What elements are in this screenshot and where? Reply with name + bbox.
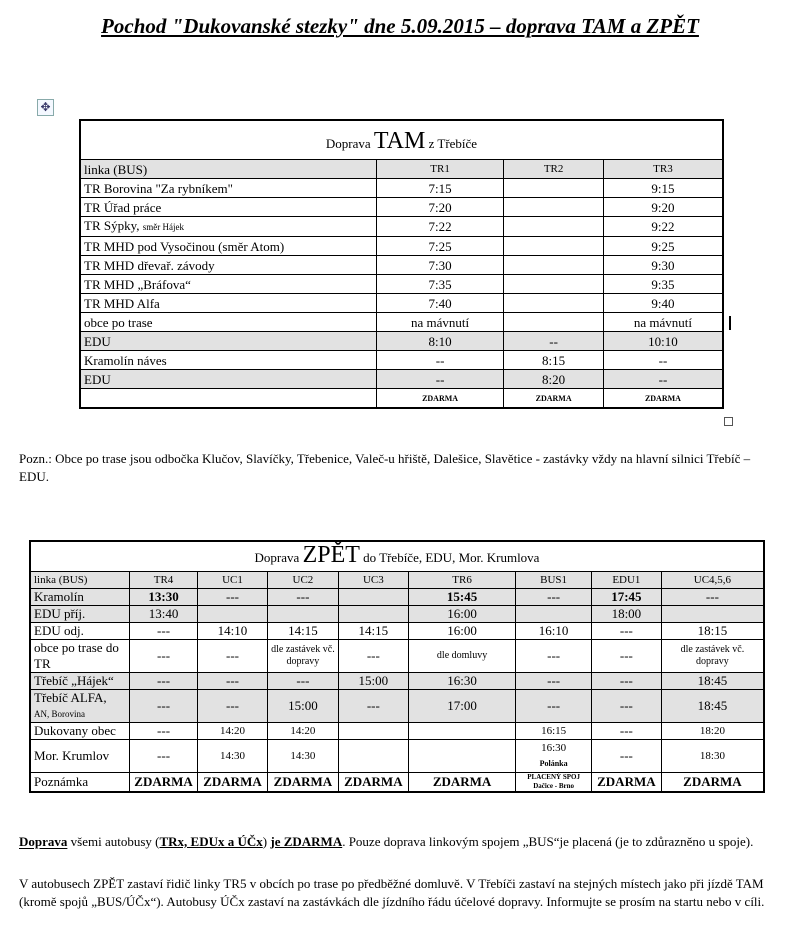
caption-prefix: Doprava (254, 550, 300, 565)
time-cell: -- (376, 370, 504, 389)
time-cell (504, 294, 604, 313)
time-cell: 17:00 (408, 690, 516, 723)
footer-cell: ZDARMA (130, 773, 198, 793)
time-cell (504, 217, 604, 237)
header-cell: linka (BUS) (80, 160, 376, 179)
header-cell: TR1 (376, 160, 504, 179)
table-row (30, 589, 764, 606)
time-cell: --- (591, 623, 661, 640)
header-cell: BUS1 (516, 572, 592, 589)
time-cell: 16:00 (408, 606, 516, 623)
time-cell (338, 606, 408, 623)
caption-big: ZPĚT (302, 542, 360, 568)
header-cell: TR6 (408, 572, 516, 589)
time-cell: --- (198, 673, 268, 690)
table-row (80, 217, 723, 237)
time-cell: 16:00 (408, 623, 516, 640)
time-cell: 13:30 (130, 589, 198, 606)
footer-cell: ZDARMA (591, 773, 661, 793)
stop-name: EDU (80, 332, 376, 351)
table-header-row (30, 572, 764, 589)
time-cell: na mávnutí (376, 313, 504, 332)
time-cell: 16:30 (408, 673, 516, 690)
stop-name: TR Sýpky, směr Hájek (80, 217, 376, 237)
time-cell: --- (130, 640, 198, 673)
time-cell: --- (130, 623, 198, 640)
note-stops: Pozn.: Obce po trase jsou odbočka Klučov, Slavíčky, Třebenice, Valeč-u hřiště, Dalešice, Slavětice - zastávky vždy na hlavní silnici Třebíč – EDU. (19, 451, 751, 484)
time-cell: 7:20 (376, 198, 504, 217)
time-cell: 14:30 (198, 740, 268, 773)
table-row (80, 370, 723, 389)
time-cell: 13:40 (130, 606, 198, 623)
time-cell (504, 313, 604, 332)
time-cell: 7:30 (376, 256, 504, 275)
time-cell: 7:25 (376, 237, 504, 256)
note-return-info: V autobusech ZPĚT zastaví řidič linky TR5 v obcích po trase po předběžné domluvě. V Třebíči zastaví na stejných místech jako při jízdě TAM (kromě spojů „BUS/ÚČx“). Autobusy ÚČx zastaví na zastávkách dle jízdního řádu účelové dopravy. Informujte se prosím na startu nebo v cíli. (19, 876, 765, 909)
time-cell: 8:10 (376, 332, 504, 351)
time-cell: 18:45 (661, 690, 764, 723)
time-cell (504, 198, 604, 217)
table-row (80, 179, 723, 198)
header-cell: UC3 (338, 572, 408, 589)
table-move-handle-icon[interactable]: ✥ (37, 99, 54, 116)
time-cell: 18:30 (661, 740, 764, 773)
time-cell: 7:22 (376, 217, 504, 237)
table-header-row (80, 160, 723, 179)
time-cell (198, 606, 268, 623)
time-cell (338, 723, 408, 740)
time-cell (504, 256, 604, 275)
time-cell: -- (603, 370, 723, 389)
time-cell: 16:10 (516, 623, 592, 640)
header-cell: EDU1 (591, 572, 661, 589)
time-cell: --- (130, 740, 198, 773)
stop-name: TR Borovina "Za rybníkem" (80, 179, 376, 198)
time-cell: --- (130, 690, 198, 723)
header-cell: TR2 (504, 160, 604, 179)
stop-name: TR MHD „Bráfova“ (80, 275, 376, 294)
table-row (80, 351, 723, 370)
table-row (30, 723, 764, 740)
stop-name: TR MHD pod Vysočinou (směr Atom) (80, 237, 376, 256)
footer-cell: ZDARMA (376, 389, 504, 409)
caption-big: TAM (373, 127, 426, 154)
time-cell: -- (603, 351, 723, 370)
time-cell: --- (338, 640, 408, 673)
time-cell (504, 237, 604, 256)
time-cell: 15:00 (267, 690, 338, 723)
stop-name: obce po trase do TR (30, 640, 130, 673)
footer-cell: ZDARMA (198, 773, 268, 793)
note-bold-buses: TRx, EDUx a ÚČx (159, 834, 263, 849)
table-footer-row (30, 773, 764, 793)
time-cell: --- (516, 690, 592, 723)
time-cell: 9:30 (603, 256, 723, 275)
stop-name: Třebíč ALFA, AN, Borovina (30, 690, 130, 723)
table-row (30, 640, 764, 673)
time-cell: --- (591, 640, 661, 673)
time-cell: 9:15 (603, 179, 723, 198)
time-cell: 8:20 (504, 370, 604, 389)
time-cell (408, 723, 516, 740)
footer-cell: PLACENÝ SPOJ Dačice - Brno (516, 773, 592, 793)
note-free-transport (19, 833, 779, 851)
time-cell: 15:45 (408, 589, 516, 606)
table-row (80, 332, 723, 351)
caption-suffix: do Třebíče, EDU, Mor. Krumlova (363, 550, 540, 565)
table-tam (79, 119, 724, 409)
header-cell: linka (BUS) (30, 572, 130, 589)
stop-name: TR Úřad práce (80, 198, 376, 217)
note-text: ) (262, 834, 271, 849)
time-cell: 7:40 (376, 294, 504, 313)
time-cell (408, 740, 516, 773)
stop-name: obce po trase (80, 313, 376, 332)
stop-name: Mor. Krumlov (30, 740, 130, 773)
header-cell: TR4 (130, 572, 198, 589)
time-cell: --- (130, 723, 198, 740)
time-cell: 7:35 (376, 275, 504, 294)
table-row (30, 690, 764, 723)
time-cell (338, 740, 408, 773)
table-footer-row (80, 389, 723, 409)
stop-name: Dukovany obec (30, 723, 130, 740)
time-cell: --- (591, 690, 661, 723)
time-cell: 16:15 (516, 723, 592, 740)
time-cell: --- (591, 673, 661, 690)
table-row (80, 256, 723, 275)
time-cell: --- (338, 690, 408, 723)
time-cell: 9:22 (603, 217, 723, 237)
time-cell: --- (591, 740, 661, 773)
time-cell (338, 589, 408, 606)
note-bold-doprava: Doprava (19, 834, 68, 849)
stop-name: Kramolín náves (80, 351, 376, 370)
time-cell: 18:45 (661, 673, 764, 690)
time-cell: --- (198, 640, 268, 673)
time-cell: 16:30 Polánka (516, 740, 592, 773)
stop-name: EDU (80, 370, 376, 389)
note-text: všemi autobusy ( (67, 834, 160, 849)
header-cell: UC2 (267, 572, 338, 589)
time-cell: --- (198, 690, 268, 723)
time-cell: 7:15 (376, 179, 504, 198)
caption-prefix: Doprava (325, 135, 371, 151)
table-row (30, 673, 764, 690)
time-cell: -- (376, 351, 504, 370)
footer-cell: ZDARMA (267, 773, 338, 793)
note-text: . Pouze doprava linkovým spojem „BUS“je placená (je to zdůrazněno u spoje). (342, 834, 754, 849)
page-title: Pochod "Dukovanské stezky" dne 5.09.2015 – doprava TAM a ZPĚT (101, 14, 699, 38)
time-cell: 18:15 (661, 623, 764, 640)
time-cell (267, 606, 338, 623)
stop-name: TR MHD dřevař. závody (80, 256, 376, 275)
table-row (80, 237, 723, 256)
time-cell: 14:30 (267, 740, 338, 773)
time-cell: 9:35 (603, 275, 723, 294)
footer-label: Poznámka (30, 773, 130, 793)
table-resize-handle[interactable] (724, 417, 733, 426)
footer-cell: ZDARMA (603, 389, 723, 409)
stop-name: EDU příj. (30, 606, 130, 623)
time-cell: 14:15 (338, 623, 408, 640)
time-cell: --- (591, 723, 661, 740)
time-cell (661, 606, 764, 623)
table-zpet-caption (30, 541, 764, 572)
time-cell: --- (267, 673, 338, 690)
footer-cell: ZDARMA (338, 773, 408, 793)
table-row (80, 294, 723, 313)
time-cell: --- (516, 640, 592, 673)
table-row (30, 623, 764, 640)
stop-name: Třebíč „Hájek“ (30, 673, 130, 690)
table-zpet (29, 540, 765, 793)
stop-name: Kramolín (30, 589, 130, 606)
table-tam-caption (80, 120, 723, 160)
time-cell: dle zastávek vč. dopravy (267, 640, 338, 673)
time-cell: 14:10 (198, 623, 268, 640)
footer-cell: ZDARMA (408, 773, 516, 793)
time-cell (516, 606, 592, 623)
time-cell: 18:00 (591, 606, 661, 623)
time-cell: 15:00 (338, 673, 408, 690)
time-cell: dle zastávek vč. dopravy (661, 640, 764, 673)
footer-cell: ZDARMA (504, 389, 604, 409)
time-cell: 17:45 (591, 589, 661, 606)
time-cell: dle domluvy (408, 640, 516, 673)
time-cell: --- (516, 589, 592, 606)
table-row (80, 275, 723, 294)
table-row (80, 198, 723, 217)
time-cell: 14:20 (198, 723, 268, 740)
time-cell: --- (661, 589, 764, 606)
time-cell: --- (516, 673, 592, 690)
time-cell: 9:20 (603, 198, 723, 217)
time-cell: --- (198, 589, 268, 606)
time-cell: --- (130, 673, 198, 690)
time-cell: 18:20 (661, 723, 764, 740)
time-cell (504, 275, 604, 294)
table-row (30, 606, 764, 623)
header-cell: TR3 (603, 160, 723, 179)
table-row (80, 313, 723, 332)
footer-cell: ZDARMA (661, 773, 764, 793)
stop-name: TR MHD Alfa (80, 294, 376, 313)
time-cell: na mávnutí (603, 313, 723, 332)
table-row (30, 740, 764, 773)
time-cell: -- (504, 332, 604, 351)
time-cell (504, 179, 604, 198)
time-cell: 9:40 (603, 294, 723, 313)
caption-suffix: z Třebíče (428, 135, 478, 151)
header-cell: UC1 (198, 572, 268, 589)
stop-name: EDU odj. (30, 623, 130, 640)
time-cell: 14:20 (267, 723, 338, 740)
time-cell: 10:10 (603, 332, 723, 351)
note-bold-free: je ZDARMA (270, 834, 343, 849)
time-cell: 14:15 (267, 623, 338, 640)
header-cell: UC4,5,6 (661, 572, 764, 589)
time-cell: --- (267, 589, 338, 606)
text-cursor (729, 316, 731, 330)
time-cell: 8:15 (504, 351, 604, 370)
time-cell: 9:25 (603, 237, 723, 256)
